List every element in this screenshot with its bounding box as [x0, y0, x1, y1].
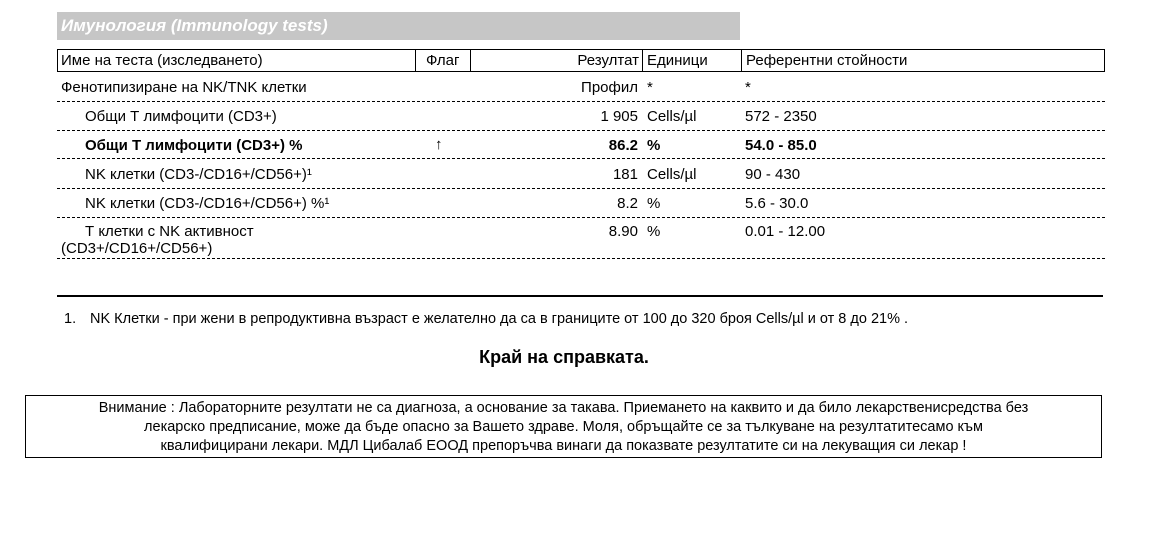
row-unit: Cells/µl: [647, 166, 697, 183]
column-divider: [415, 50, 416, 71]
column-header-name: Име на теста (изследването): [61, 52, 263, 69]
table-row: [57, 190, 1105, 218]
footnote: [64, 311, 908, 327]
row-reference: 90 - 430: [745, 166, 801, 183]
row-reference: *: [745, 79, 751, 96]
column-divider: [741, 50, 742, 71]
table-row: [57, 132, 1105, 159]
row-unit: %: [647, 137, 661, 154]
row-reference: 54.0 - 85.0: [745, 137, 817, 154]
table-row: [57, 219, 1105, 259]
disclaimer-line: квалифицирани лекари. МДЛ Цибалаб ЕООД препоръчва винаги да показвате резултатите си на лекуващия си лекар !: [160, 438, 967, 454]
row-test-name: Фенотипизиране на NK/TNK клетки: [61, 79, 307, 96]
row-result: 1 905: [600, 108, 638, 125]
column-header-result: Резултат: [577, 52, 639, 69]
flag-up-arrow-icon: ↑: [435, 136, 443, 153]
column-divider: [642, 50, 643, 71]
column-header-flag: Флаг: [426, 52, 460, 69]
row-unit: *: [647, 79, 653, 96]
row-test-name: Общи Т лимфоцити (CD3+) %: [85, 137, 303, 154]
section-title: Имунология (Immunology tests): [57, 12, 740, 40]
row-test-name: Т клетки с NK активност: [85, 223, 254, 240]
row-unit: %: [647, 195, 661, 212]
disclaimer-line: лекарско предписание, може да бъде опасно за Вашето здраве. Моля, обръщайте се за тълкуване на резултатитесамо към: [144, 419, 983, 435]
column-header-units: Единици: [647, 52, 708, 69]
row-result: 8.2: [617, 195, 638, 212]
row-result: 8.90: [608, 223, 638, 240]
row-result: 86.2: [608, 137, 638, 154]
row-unit: %: [647, 223, 661, 240]
row-test-name: NK клетки (CD3-/CD16+/CD56+) %¹: [85, 195, 330, 212]
row-reference: 5.6 - 30.0: [745, 195, 809, 212]
row-result: Профил: [581, 79, 638, 96]
row-unit: Cells/µl: [647, 108, 697, 125]
row-reference: 572 - 2350: [745, 108, 817, 125]
end-of-report-title: Край на справката.: [479, 347, 649, 367]
row-test-name: Общи Т лимфоцити (CD3+): [85, 108, 277, 125]
disclaimer-line: Внимание : Лабораторните резултати не са диагноза, а основание за такава. Приемането на каквито и да било лекарственисредства без: [98, 400, 1029, 416]
table-row: [57, 160, 1105, 189]
table-row: [57, 76, 1105, 102]
disclaimer-box: [25, 395, 1102, 458]
column-header-reference: Референтни стойности: [746, 52, 908, 69]
divider: [57, 295, 1103, 297]
table-row: [57, 103, 1105, 131]
row-test-name-continued: (CD3+/CD16+/CD56+): [61, 240, 213, 257]
row-test-name: NK клетки (CD3-/CD16+/CD56+)¹: [85, 166, 312, 183]
row-reference: 0.01 - 12.00: [745, 223, 826, 240]
footnote-number: 1.: [64, 311, 77, 327]
column-divider: [470, 50, 471, 71]
row-result: 181: [612, 166, 638, 183]
footnote-text: NK Клетки - при жени в репродуктивна възраст е желателно да са в границите от 100 до 320 броя Cells/µl и от 8 до 21% .: [90, 311, 909, 327]
table-header: [57, 49, 1105, 72]
